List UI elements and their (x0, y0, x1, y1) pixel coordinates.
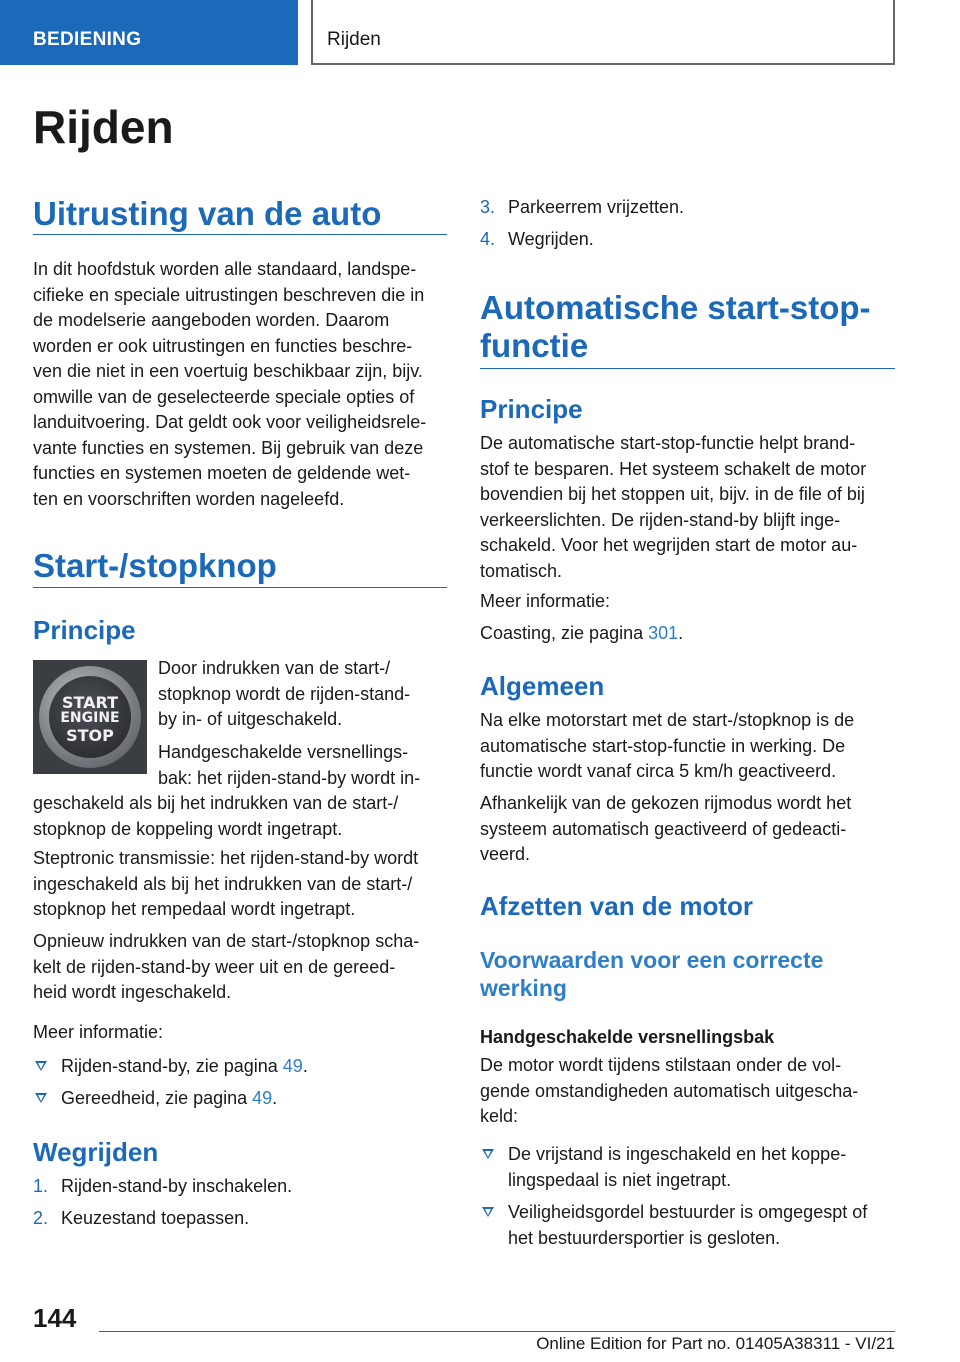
step-text: Rijden-stand-by inschakelen. (61, 1176, 293, 1196)
section-label: BEDIENING (33, 29, 142, 50)
text-line: veerd. (480, 844, 531, 864)
text-line: Opnieuw indrukken van de start-/stopknop scha- (33, 931, 420, 951)
heading-rule (480, 368, 895, 369)
page-link[interactable]: 49 (252, 1088, 273, 1108)
step-text: Parkeerrem vrijzetten. (508, 197, 685, 217)
equipment-paragraph (33, 257, 453, 512)
step-text: Keuzestand toepassen. (61, 1208, 250, 1228)
text-line: verkeerslichten. De rijden-stand-by blijft inge- (480, 509, 841, 530)
heading-manual-gearbox: Handgeschakelde versnellingsbak (480, 1027, 775, 1047)
text-line: tomatisch. (480, 560, 563, 581)
bullet-end: . (302, 1056, 308, 1076)
section-tab (0, 0, 298, 65)
heading-general: Algemeen (480, 671, 605, 701)
page-number: 144 (33, 1303, 77, 1333)
text-line: Handgeschakelde versnellings- (158, 742, 409, 762)
text-line: landuitvoering. Dat geldt ook voor veiligheidsrele- (33, 412, 427, 432)
heading-line: werking (480, 975, 567, 1001)
principle-paragraph-2b (33, 791, 453, 842)
bullet-text: Gereedheid, zie pagina (61, 1088, 253, 1108)
text-line: Veiligheidsgordel bestuurder is omgegespt of (508, 1202, 868, 1222)
bullet-triangle-icon (35, 1093, 47, 1103)
bullet-end: . (272, 1088, 278, 1108)
bullet-triangle-icon (482, 1207, 494, 1217)
text-line: vante functies en systemen. Bij gebruik van deze (33, 437, 424, 458)
heading-line: Voorwaarden voor een correcte (480, 947, 824, 973)
chapter-label: Rijden (327, 29, 381, 50)
principle-paragraph-3 (33, 846, 453, 923)
heading-line: Automatische start-stop- (480, 289, 871, 326)
footer-rule (99, 1331, 895, 1332)
step-text: Wegrijden. (508, 229, 594, 249)
page-link[interactable]: 301 (648, 623, 679, 643)
bullet-text: Rijden-stand-by, zie pagina (61, 1056, 283, 1076)
text-line: kelt de rijden-stand-by weer uit en de gereed- (33, 956, 396, 977)
heading-startstop: Start-/stopknop (33, 547, 277, 584)
text-line: ingeschakeld als bij het indrukken van de start-/ (33, 873, 413, 894)
text-line: functie wordt vanaf circa 5 km/h geactiveerd. (480, 761, 837, 781)
text-line: In dit hoofdstuk worden alle standaard, landspe- (33, 259, 417, 279)
button-label-start: START (61, 693, 119, 712)
reference-end: . (678, 623, 684, 643)
heading-line: functie (480, 327, 589, 364)
text-line: automatische start-stop-functie in werking. De (480, 735, 846, 756)
page-link[interactable]: 49 (282, 1056, 303, 1076)
text-line: heid wordt ingeschakeld. (33, 982, 232, 1002)
text-line: bovendien bij het stoppen uit, bijv. in de file of bij (480, 484, 865, 504)
text-line: De vrijstand is ingeschakeld en het koppe- (508, 1144, 847, 1164)
text-line: geschakeld als bij het indrukken van de start-/ (33, 793, 399, 813)
text-line: Door indrukken van de start-/ (158, 658, 391, 678)
button-label-stop: STOP (66, 726, 114, 745)
text-line: worden er ook uitrustingen en functies beschre- (33, 335, 413, 356)
text-line: lingspedaal is niet ingetrapt. (508, 1169, 732, 1190)
reference-text: Coasting, zie pagina (480, 623, 649, 643)
principle-paragraph-4 (33, 929, 453, 1006)
coasting-reference (480, 621, 683, 647)
text-line: stopknop het rempedaal wordt ingetrapt. (33, 899, 356, 919)
text-line: keld: (480, 1106, 519, 1126)
text-line: De motor wordt tijdens stilstaan onder de vol- (480, 1055, 842, 1075)
heading-rule (33, 234, 447, 235)
general-paragraph-2 (480, 791, 900, 868)
text-line: by in- of uitgeschakeld. (158, 709, 343, 729)
page-title: Rijden (33, 101, 174, 153)
text-line: bak: het rijden-stand-by wordt in- (158, 767, 421, 788)
footer-edition: Online Edition for Part no. 01405A38311 - VI/21 (536, 1334, 895, 1353)
text-line: ven die niet in een voertuig beschikbaar zijn, bijv. (33, 361, 423, 381)
principle-paragraph-2a (158, 740, 450, 791)
text-line: het bestuurdersportier is gesloten. (508, 1227, 781, 1248)
text-line: stopknop de koppeling wordt ingetrapt. (33, 818, 343, 839)
text-line: Afhankelijk van de gekozen rijmodus wordt het (480, 793, 852, 813)
heading-principle: Principe (480, 394, 583, 424)
text-line: omwille van de geselecteerde speciale opties of (33, 386, 415, 407)
button-label-engine: ENGINE (60, 710, 120, 726)
text-line: De automatische start-stop-functie helpt brand- (480, 433, 856, 453)
text-line: gende omstandigheden automatisch uitgescha- (480, 1080, 859, 1101)
text-line: schakeld. Voor het wegrijden start de motor au- (480, 535, 858, 555)
step-number: 1. (33, 1176, 49, 1196)
heading-equipment: Uitrusting van de auto (33, 195, 382, 232)
text-line: Steptronic transmissie: het rijden-stand-by wordt (33, 848, 419, 868)
heading-conditions (480, 946, 823, 1002)
more-info-label: Meer informatie: (480, 591, 611, 611)
manual-paragraph (480, 1053, 900, 1130)
heading-rule (33, 587, 447, 588)
principle-paragraph-1 (158, 656, 450, 733)
start-stop-button-image (33, 660, 147, 774)
heading-drive-off: Wegrijden (33, 1137, 159, 1167)
text-line: de modelserie aangeboden worden. Daarom (33, 310, 390, 330)
step-number: 2. (33, 1208, 49, 1228)
general-paragraph-1 (480, 708, 900, 785)
text-line: stopknop wordt de rijden-stand- (158, 683, 411, 704)
step-number: 4. (480, 229, 496, 249)
text-line: cifieke en speciale uitrustingen beschreven die in (33, 284, 425, 305)
heading-engine-off: Afzetten van de motor (480, 891, 754, 921)
text-line: systeem automatisch geactiveerd of gedeacti- (480, 818, 847, 839)
text-line: stof te besparen. Het systeem schakelt de motor (480, 458, 867, 479)
text-line: ten en voorschriften worden nageleefd. (33, 488, 345, 509)
bullet-triangle-icon (35, 1061, 47, 1071)
heading-auto-start-stop (480, 289, 871, 365)
more-info-label: Meer informatie: (33, 1022, 164, 1042)
auto-principle-paragraph (480, 431, 900, 584)
text-line: functies en systemen moeten de geldende wet- (33, 463, 411, 483)
step-number: 3. (480, 197, 496, 217)
bullet-triangle-icon (482, 1149, 494, 1159)
chapter-header (311, 0, 895, 65)
text-line: Na elke motorstart met de start-/stopknop is de (480, 710, 855, 730)
heading-principle: Principe (33, 615, 136, 645)
